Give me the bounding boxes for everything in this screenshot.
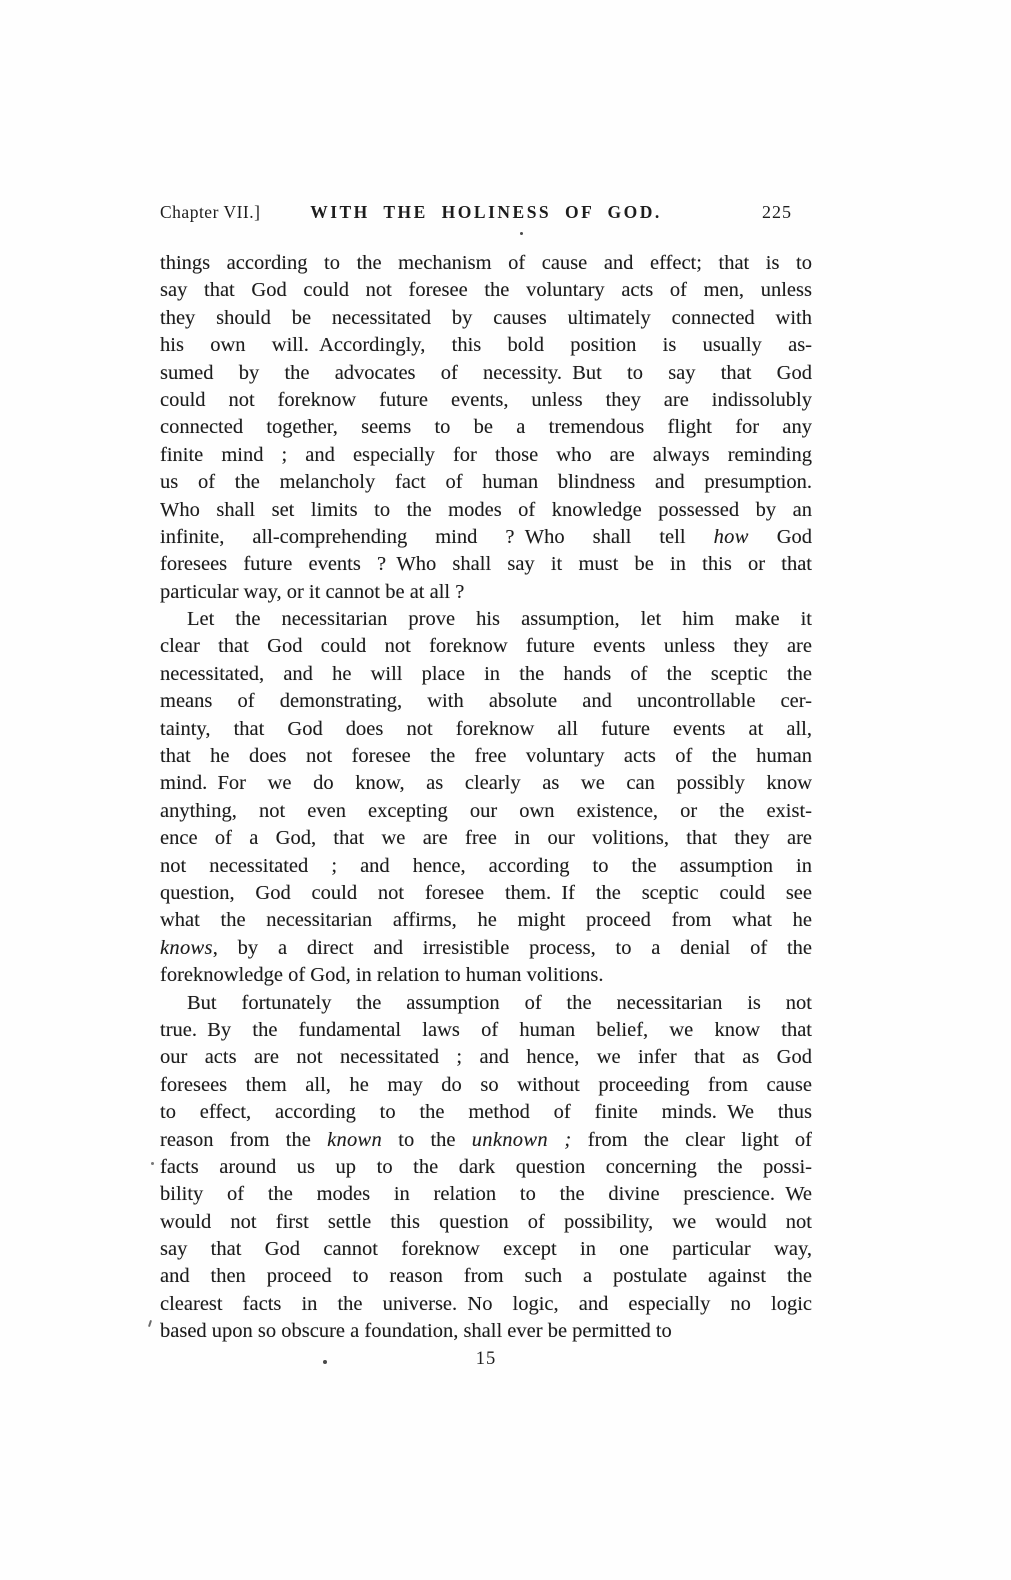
text-line: foresees them all, he may do so without proceeding from cause <box>160 1073 812 1096</box>
text-line: question, God could not foresee them. If the sceptic could see <box>160 881 812 904</box>
text-line: and then proceed to reason from such a postulate against the <box>160 1265 812 1288</box>
text-line: our acts are not necessitated ; and hence, we infer that as God <box>160 1046 812 1069</box>
paragraph <box>160 990 812 1346</box>
text-line: knows, by a direct and irresistible process, to a denial of the <box>160 936 812 959</box>
chapter-label: Chapter VII.] <box>160 202 261 222</box>
text-line: facts around us up to the dark question concerning the possi- <box>160 1155 812 1178</box>
text-line: reason from the known to the unknown ; from the clear light of <box>160 1128 812 1151</box>
text-line: sumed by the advocates of necessity. But to say that God <box>160 361 812 384</box>
text-line: us of the melancholy fact of human blindness and presumption. <box>160 471 812 494</box>
scan-speck <box>148 1320 152 1327</box>
text-line: But fortunately the assumption of the necessitarian is not <box>187 991 812 1014</box>
scan-speck <box>151 1162 154 1165</box>
text-line: finite mind ; and especially for those who are always reminding <box>160 443 812 466</box>
text-line: necessitated, and he will place in the hands of the sceptic the <box>160 662 812 685</box>
text-line: foresees future events ? Who shall say it must be in this or that <box>160 553 812 576</box>
text-line: ence of a God, that we are free in our volitions, that they are <box>160 827 812 850</box>
scan-speck <box>520 232 523 235</box>
page-number: 225 <box>762 202 792 222</box>
text-line: Let the necessitarian prove his assumption, let him make it <box>187 608 812 631</box>
text-line: based upon so obscure a foundation, shall ever be permitted to <box>160 1320 672 1343</box>
text-line: not necessitated ; and hence, according to the assumption in <box>160 854 812 877</box>
text-line: tainty, that God does not foreknow all future events at all, <box>160 717 812 740</box>
text-line: bility of the modes in relation to the divine prescience. We <box>160 1183 812 1206</box>
text-line: infinite, all-comprehending mind ? Who shall tell how God <box>160 525 812 548</box>
text-line: his own will. Accordingly, this bold position is usually as- <box>160 334 812 357</box>
text-line: would not first settle this question of possibility, we would not <box>160 1210 812 1233</box>
running-title: WITH THE HOLINESS OF GOD. <box>310 202 662 222</box>
text-line: connected together, seems to be a tremendous flight for any <box>160 416 812 439</box>
text-line: that he does not foresee the free voluntary acts of the human <box>160 745 812 768</box>
text-line: say that God cannot foreknow except in one particular way, <box>160 1238 812 1261</box>
text-line: could not foreknow future events, unless they are indissolubly <box>160 388 812 411</box>
text-line: say that God could not foresee the voluntary acts of men, unless <box>160 279 812 302</box>
text-line: particular way, or it cannot be at all ? <box>160 580 465 603</box>
text-line: they should be necessitated by causes ultimately connected with <box>160 306 812 329</box>
text-line: clearest facts in the universe. No logic, and especially no logic <box>160 1292 812 1315</box>
paragraph <box>160 606 812 989</box>
page-body <box>160 250 812 1346</box>
text-line: things according to the mechanism of cause and effect; that is to <box>160 252 812 274</box>
text-line: to effect, according to the method of finite minds. We thus <box>160 1101 812 1124</box>
text-line: foreknowledge of God, in relation to human volitions. <box>160 964 604 987</box>
text-line: Who shall set limits to the modes of knowledge possessed by an <box>160 498 812 521</box>
text-line: clear that God could not foreknow future events unless they are <box>160 635 812 658</box>
text-line: mind. For we do know, as clearly as we can possibly know <box>160 772 812 795</box>
scan-speck <box>323 1360 327 1364</box>
text-line: means of demonstrating, with absolute and uncontrollable cer- <box>160 690 812 713</box>
paragraph <box>160 250 812 606</box>
text-line: what the necessitarian affirms, he might proceed from what he <box>160 909 812 932</box>
text-line: anything, not even excepting our own existence, or the exist- <box>160 799 812 822</box>
text-line: true. By the fundamental laws of human belief, we know that <box>160 1018 812 1041</box>
page-header <box>160 201 812 223</box>
signature-mark: 15 <box>475 1349 497 1369</box>
